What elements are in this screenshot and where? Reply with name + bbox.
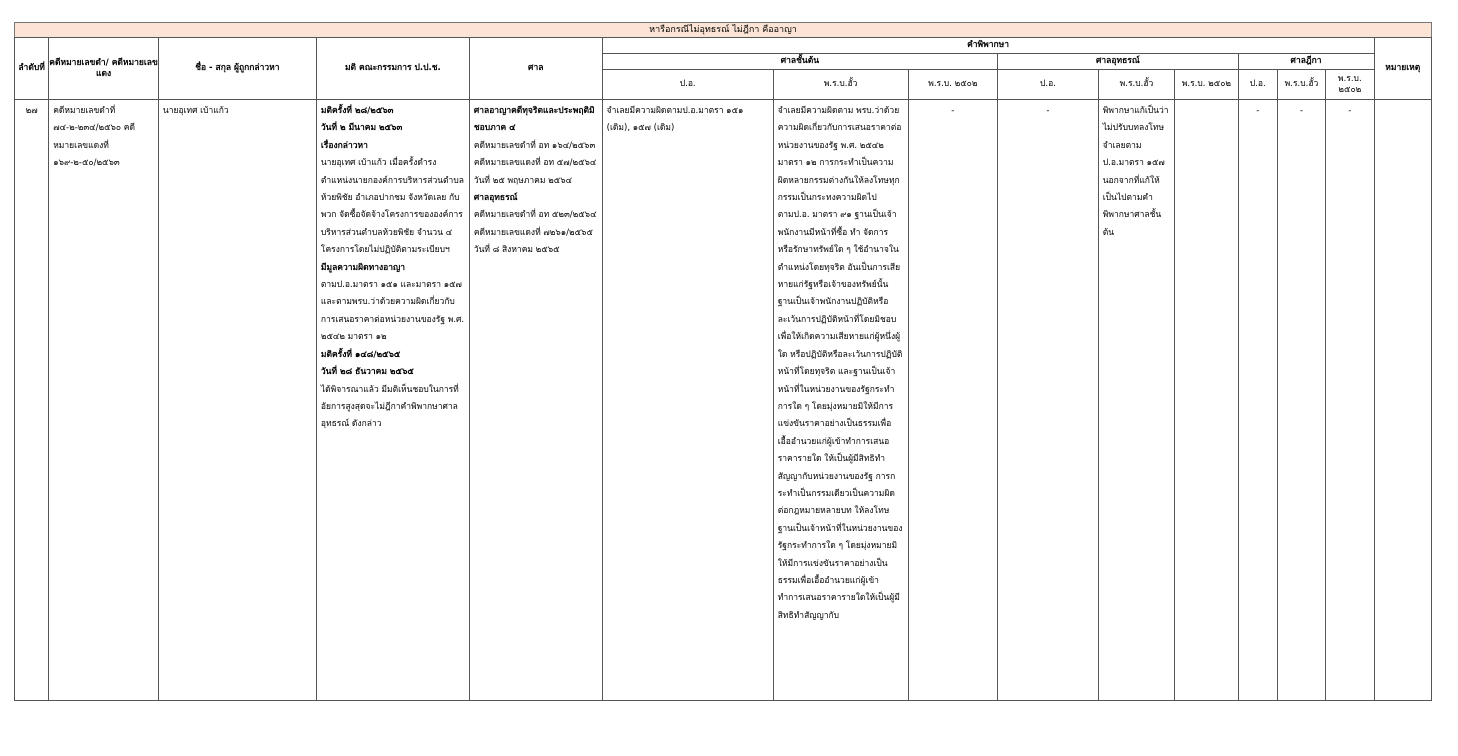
resolution-paragraph: มติครั้งที่ ๑๔๘/๒๕๖๕ xyxy=(320,349,401,360)
resolution-paragraph: วันที่ ๒ มีนาคม ๒๕๖๓ xyxy=(320,123,403,134)
judgment-table xyxy=(14,37,1432,701)
resolution-paragraph: นายอุเทศ เบ้าแก้ว เมื่อครั้งดำรงตำแหน่งนายกองค์การบริหารส่วนตำบลห้วยพิชัย อำเภอปากชม จังหวัดเลย กับพวก จัดซื้อจัดจ้างโครงการขององค์การบริหารส่วนตำบลห้วยพิชัย จำนวน ๔ โครงการโดยไม่ปฏิบัติตามระเบียบฯ xyxy=(320,158,464,256)
cell-supreme-2502: - xyxy=(1348,106,1352,116)
header-appeal-act: พ.ร.บ.ฮั้ว xyxy=(1098,70,1174,100)
court-paragraph: คดีหมายเลขดำที่ อท ๕๒๓/๒๕๖๔ คดีหมายเลขแดงที่ ๗๒๖๑/๒๕๖๕ วันที่ ๘ สิงหาคม ๒๕๖๕ xyxy=(473,210,597,256)
header-name: ชื่อ - สกุล ผู้ถูกกล่าวหา xyxy=(158,38,316,100)
cell-case-no: คดีหมายเลขดำที่ ๗๔-๒-๒๓๔/๒๕๖๐ คดีหมายเลขแดงที่ ๑๖๙-๒-๕๐/๒๕๖๓ xyxy=(53,106,136,169)
resolution-paragraph: มีมูลความผิดทางอาญา xyxy=(320,262,406,273)
resolution-paragraph: เรื่องกล่าวหา xyxy=(320,140,368,151)
banner-title: หารือกรณีไม่อุทธรณ์ ไม่ฎีกา คืออาญา xyxy=(14,22,1432,37)
cell-appeal-act: พิพากษาแก้เป็นว่า ไม่ปรับบทลงโทษจำเลยตามป.อ.มาตรา ๑๕๗ นอกจากที่แก้ให้เป็นไปตามคำพิพากษาศาลชั้นต้น xyxy=(1102,106,1169,238)
court-paragraph: ศาลอุทธรณ์ xyxy=(473,193,518,204)
header-court: ศาล xyxy=(469,38,602,100)
resolution-paragraph: ได้พิจารณาแล้ว มีมติเห็นชอบในการที่อัยการสูงสุดจะไม่ฎีกาคำพิพากษาศาลอุทธรณ์ ดังกล่าว xyxy=(320,384,459,430)
header-seq: ลำดับที่ xyxy=(15,38,49,100)
header-appeal-po: ป.อ. xyxy=(998,70,1099,100)
cell-resolution xyxy=(317,100,469,700)
cell-supreme-act: - xyxy=(1299,106,1304,116)
resolution-paragraph: มติครั้งที่ ๒๘/๒๕๖๓ xyxy=(320,106,394,116)
cell-first-2502: - xyxy=(951,106,955,116)
header-supreme-court: ศาลฎีกา xyxy=(1238,54,1374,70)
cell-first-act: จำเลยมีความผิดตาม พรบ.ว่าด้วยความผิดเกี่ยวกับการเสนอราคาต่อหน่วยงานของรัฐ พ.ศ. ๒๕๔๒ มาตรา ๑๒ การกระทำเป็นความผิดหลายกรรมต่างกันให้ลงโทษทุกกรรมเป็นกระทงความผิดไป ตามป.อ. มาตรา ๙๑ ฐานเป็นเจ้าพนักงานมีหน้าที่ซื้อ ทำ จัดการ หรือรักษาทรัพย์ใด ๆ ใช้อำนาจในตำแหน่งโดยทุจริต อันเป็นการเสียหายแก่รัฐหรือเจ้าของทรัพย์นั้น ฐานเป็นเจ้าพนักงานปฏิบัติหรือละเว้นการปฏิบัติหน้าที่โดยมิชอบเพื่อให้เกิดความเสียหายแก่ผู้หนึ่งผู้ใด หรือปฏิบัติหรือละเว้นการปฏิบัติหน้าที่โดยทุจริต และฐานเป็นเจ้าหน้าที่ในหน่วยงานของรัฐกระทำการใด ๆ โดยมุ่งหมายมิให้มีการแข่งขันราคาอย่างเป็นธรรมเพื่อเอื้ออำนวยแก่ผู้เข้าทำการเสนอราคารายใด ให้เป็นผู้มีสิทธิทำสัญญากับหน่วยงานของรัฐ การกระทำเป็นกรรมเดียวเป็นความผิดต่อกฎหมายหลายบท ให้ลงโทษฐานเป็นเจ้าหน้าที่ในหน่วยงานของรัฐกระทำการใด ๆ โดยมุ่งหมายมิให้มีการแข่งขันราคาอย่างเป็นธรรมเพื่อเอื้ออำนวยแก่ผู้เข้าทำการเสนอราคารายใดให้เป็นผู้มีสิทธิทำสัญญากับ xyxy=(777,106,903,621)
header-supreme-po: ป.อ. xyxy=(1238,70,1277,100)
header-appeal-court: ศาลอุทธรณ์ xyxy=(998,54,1238,70)
header-supreme-act: พ.ร.บ.ฮั้ว xyxy=(1277,70,1325,100)
header-resolution: มติ คณะกรรมการ ป.ป.ช. xyxy=(316,38,469,100)
header-first-court: ศาลชั้นต้น xyxy=(602,54,997,70)
cell-seq: ๒๗ xyxy=(25,106,38,116)
court-paragraph: ศาลอาญาคดีทุจริตและประพฤติมิชอบภาค ๔ xyxy=(473,106,595,134)
document-page xyxy=(14,22,1432,701)
cell-name: นายอุเทศ เบ้าแก้ว xyxy=(162,106,229,116)
cell-supreme-po: - xyxy=(1256,106,1260,116)
header-judgment: คำพิพากษา xyxy=(602,38,1374,54)
cell-court xyxy=(470,100,602,700)
header-row-1 xyxy=(15,38,1432,54)
cell-remarks xyxy=(1375,100,1431,700)
header-first-po: ป.อ. xyxy=(602,70,773,100)
table-row xyxy=(15,100,1432,701)
header-appeal-2502: พ.ร.บ. ๒๕๐๒ xyxy=(1175,70,1238,100)
header-first-2502: พ.ร.บ. ๒๕๐๒ xyxy=(908,70,998,100)
resolution-paragraph: วันที่ ๒๘ ธันวาคม ๒๕๖๕ xyxy=(320,367,414,378)
court-paragraph: คดีหมายเลขดำที่ อท ๑๖๔/๒๕๖๓ คดีหมายเลขแดงที่ อท ๕๗/๒๕๖๔ วันที่ ๒๕ พฤษภาคม ๒๕๖๔ xyxy=(473,140,597,186)
header-first-act: พ.ร.บ.ฮั้ว xyxy=(773,70,908,100)
cell-appeal-2502 xyxy=(1175,100,1237,700)
header-supreme-2502: พ.ร.บ. ๒๕๐๒ xyxy=(1326,70,1374,100)
header-case-no: คดีหมายเลขดำ/ คดีหมายเลขแดง xyxy=(49,38,159,100)
cell-appeal-po: - xyxy=(1046,106,1050,116)
cell-first-po: จำเลยมีความผิดตามป.อ.มาตรา ๑๕๑ (เดิม), ๑๕๗ (เดิม) xyxy=(606,106,744,134)
header-remarks: หมายเหตุ xyxy=(1374,38,1431,100)
resolution-paragraph: ตามป.อ.มาตรา ๑๕๑ และมาตรา ๑๕๗ และตามพรบ.ว่าด้วยความผิดเกี่ยวกับการเสนอราคาต่อหน่วยงานของรัฐ พ.ศ. ๒๕๔๒ มาตรา ๑๒ xyxy=(320,280,465,343)
